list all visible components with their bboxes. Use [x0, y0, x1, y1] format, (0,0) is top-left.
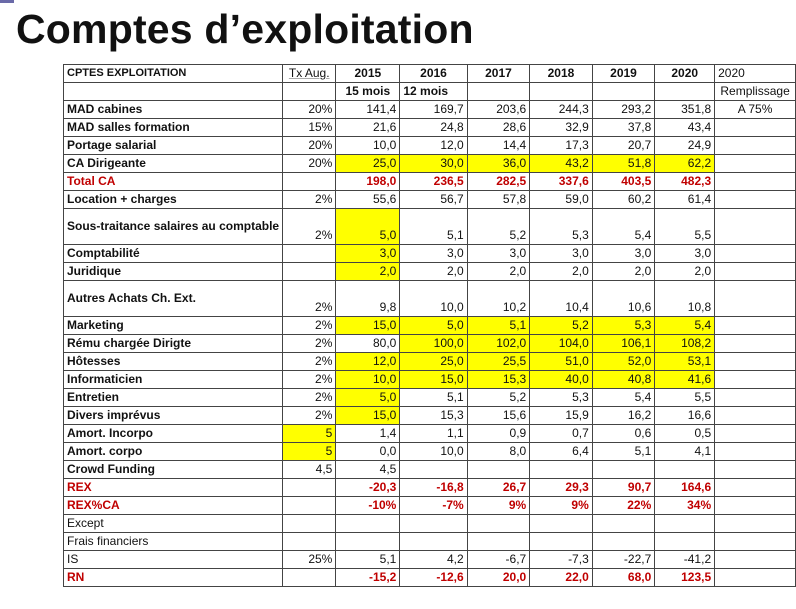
period-2015: 15 mois	[336, 83, 400, 101]
operating-accounts-table	[63, 64, 796, 587]
value-cell: 29,3	[530, 479, 593, 497]
value-cell	[336, 533, 400, 551]
value-cell: 5,1	[336, 551, 400, 569]
value-cell: -6,7	[467, 551, 530, 569]
value-cell: 5,3	[530, 209, 593, 245]
value-cell: 10,6	[592, 281, 655, 317]
value-cell: 16,2	[592, 407, 655, 425]
table-row	[64, 425, 796, 443]
slide-corner-mark	[0, 0, 14, 3]
table-row	[64, 263, 796, 281]
value-cell: 37,8	[592, 119, 655, 137]
value-cell: 61,4	[655, 191, 715, 209]
value-cell: 106,1	[592, 335, 655, 353]
extra-subheader: Remplissage	[715, 83, 796, 101]
value-cell: 53,1	[655, 353, 715, 371]
subheader-empty	[592, 83, 655, 101]
row-label: Amort. Incorpo	[64, 425, 283, 443]
value-cell: 30,0	[400, 155, 467, 173]
value-cell: 24,9	[655, 137, 715, 155]
row-label: Marketing	[64, 317, 283, 335]
growth-rate	[283, 479, 336, 497]
value-cell: 10,0	[400, 443, 467, 461]
subheader-empty	[467, 83, 530, 101]
subheader-empty	[530, 83, 593, 101]
value-cell: 15,3	[400, 407, 467, 425]
header-label: CPTES EXPLOITATION	[64, 65, 283, 83]
value-cell: 2,0	[592, 263, 655, 281]
value-cell: 5,2	[530, 317, 593, 335]
extra-cell	[715, 497, 796, 515]
growth-rate: 2%	[283, 353, 336, 371]
year-2019: 2019	[592, 65, 655, 83]
extra-cell	[715, 461, 796, 479]
value-cell	[655, 515, 715, 533]
extra-cell	[715, 281, 796, 317]
value-cell: 141,4	[336, 101, 400, 119]
value-cell: 15,0	[336, 407, 400, 425]
value-cell: 0,0	[336, 443, 400, 461]
row-label: Autres Achats Ch. Ext.	[64, 281, 283, 317]
value-cell: 5,3	[530, 389, 593, 407]
value-cell: 5,4	[592, 389, 655, 407]
value-cell	[467, 533, 530, 551]
table-row	[64, 461, 796, 479]
growth-rate: 2%	[283, 389, 336, 407]
growth-rate: 25%	[283, 551, 336, 569]
value-cell: 403,5	[592, 173, 655, 191]
growth-rate	[283, 497, 336, 515]
value-cell: 5,5	[655, 209, 715, 245]
growth-rate: 20%	[283, 137, 336, 155]
value-cell: 25,5	[467, 353, 530, 371]
value-cell: 2,0	[530, 263, 593, 281]
value-cell: 22,0	[530, 569, 593, 587]
value-cell: 16,6	[655, 407, 715, 425]
value-cell: 10,2	[467, 281, 530, 317]
value-cell: 12,0	[400, 137, 467, 155]
page-title: Comptes d’exploitation	[16, 6, 474, 52]
value-cell: 4,2	[400, 551, 467, 569]
value-cell: 244,3	[530, 101, 593, 119]
value-cell	[400, 533, 467, 551]
value-cell: 8,0	[467, 443, 530, 461]
value-cell: 15,0	[336, 317, 400, 335]
row-label: Divers imprévus	[64, 407, 283, 425]
value-cell: 36,0	[467, 155, 530, 173]
row-label: Sous-traitance salaires au comptable	[64, 209, 283, 245]
extra-cell	[715, 515, 796, 533]
table-row	[64, 551, 796, 569]
value-cell	[592, 533, 655, 551]
value-cell: 482,3	[655, 173, 715, 191]
value-cell: 10,0	[336, 137, 400, 155]
extra-cell	[715, 263, 796, 281]
value-cell: 15,6	[467, 407, 530, 425]
growth-rate: 15%	[283, 119, 336, 137]
value-cell	[530, 515, 593, 533]
value-cell: 10,8	[655, 281, 715, 317]
value-cell: 108,2	[655, 335, 715, 353]
table-row	[64, 281, 796, 317]
table-row	[64, 515, 796, 533]
value-cell	[655, 533, 715, 551]
value-cell	[400, 515, 467, 533]
table-row	[64, 191, 796, 209]
growth-rate	[283, 533, 336, 551]
subheader-empty	[283, 83, 336, 101]
extra-cell	[715, 407, 796, 425]
extra-cell	[715, 335, 796, 353]
table-row	[64, 371, 796, 389]
extra-cell	[715, 551, 796, 569]
value-cell: -7,3	[530, 551, 593, 569]
year-2018: 2018	[530, 65, 593, 83]
row-label: Location + charges	[64, 191, 283, 209]
value-cell: -22,7	[592, 551, 655, 569]
table-row	[64, 317, 796, 335]
value-cell: 5,1	[400, 209, 467, 245]
subheader-row	[64, 83, 796, 101]
value-cell: 25,0	[400, 353, 467, 371]
year-2015: 2015	[336, 65, 400, 83]
header-rate: Tx Aug.	[283, 65, 336, 83]
value-cell: 43,4	[655, 119, 715, 137]
row-label: Entretien	[64, 389, 283, 407]
table-row	[64, 533, 796, 551]
extra-cell	[715, 425, 796, 443]
growth-rate: 4,5	[283, 461, 336, 479]
value-cell: 21,6	[336, 119, 400, 137]
value-cell	[467, 461, 530, 479]
extra-cell: A 75%	[715, 101, 796, 119]
table-row	[64, 389, 796, 407]
value-cell: 55,6	[336, 191, 400, 209]
value-cell: 15,9	[530, 407, 593, 425]
value-cell: 5,2	[467, 389, 530, 407]
value-cell: 0,6	[592, 425, 655, 443]
value-cell: 56,7	[400, 191, 467, 209]
value-cell: 52,0	[592, 353, 655, 371]
value-cell: -7%	[400, 497, 467, 515]
value-cell: 32,9	[530, 119, 593, 137]
growth-rate: 5	[283, 443, 336, 461]
value-cell: 15,3	[467, 371, 530, 389]
extra-header: 2020	[715, 65, 796, 83]
growth-rate: 20%	[283, 155, 336, 173]
value-cell: 34%	[655, 497, 715, 515]
extra-cell	[715, 245, 796, 263]
value-cell: 20,7	[592, 137, 655, 155]
value-cell: 2,0	[467, 263, 530, 281]
extra-cell	[715, 479, 796, 497]
extra-cell	[715, 137, 796, 155]
value-cell: 24,8	[400, 119, 467, 137]
value-cell	[530, 533, 593, 551]
growth-rate: 2%	[283, 209, 336, 245]
table-row	[64, 137, 796, 155]
value-cell: 104,0	[530, 335, 593, 353]
value-cell: 3,0	[336, 245, 400, 263]
value-cell: 164,6	[655, 479, 715, 497]
row-label: MAD salles formation	[64, 119, 283, 137]
growth-rate	[283, 569, 336, 587]
row-label: Hôtesses	[64, 353, 283, 371]
value-cell: 0,9	[467, 425, 530, 443]
growth-rate	[283, 173, 336, 191]
row-label: MAD cabines	[64, 101, 283, 119]
value-cell: 5,1	[467, 317, 530, 335]
value-cell: 102,0	[467, 335, 530, 353]
value-cell: 5,1	[592, 443, 655, 461]
value-cell: 40,0	[530, 371, 593, 389]
row-label: RN	[64, 569, 283, 587]
table-row	[64, 497, 796, 515]
row-label: Portage salarial	[64, 137, 283, 155]
value-cell	[467, 515, 530, 533]
subheader-empty	[64, 83, 283, 101]
value-cell: 10,4	[530, 281, 593, 317]
extra-cell	[715, 569, 796, 587]
value-cell: 5,0	[400, 317, 467, 335]
subheader-empty	[655, 83, 715, 101]
value-cell: 14,4	[467, 137, 530, 155]
row-label: REX	[64, 479, 283, 497]
value-cell: 2,0	[336, 263, 400, 281]
value-cell: 5,3	[592, 317, 655, 335]
value-cell: -41,2	[655, 551, 715, 569]
row-label: REX%CA	[64, 497, 283, 515]
value-cell: 1,1	[400, 425, 467, 443]
value-cell: 2,0	[655, 263, 715, 281]
value-cell: -10%	[336, 497, 400, 515]
table-row	[64, 479, 796, 497]
value-cell: 15,0	[400, 371, 467, 389]
year-2017: 2017	[467, 65, 530, 83]
growth-rate: 2%	[283, 317, 336, 335]
row-label: Rému chargée Dirigte	[64, 335, 283, 353]
value-cell: 25,0	[336, 155, 400, 173]
growth-rate: 2%	[283, 191, 336, 209]
value-cell: 41,6	[655, 371, 715, 389]
value-cell: -15,2	[336, 569, 400, 587]
value-cell: 0,7	[530, 425, 593, 443]
value-cell: 22%	[592, 497, 655, 515]
value-cell: 59,0	[530, 191, 593, 209]
row-label: Crowd Funding	[64, 461, 283, 479]
value-cell: 1,4	[336, 425, 400, 443]
extra-cell	[715, 353, 796, 371]
row-label: Except	[64, 515, 283, 533]
value-cell: 5,4	[592, 209, 655, 245]
extra-cell	[715, 209, 796, 245]
value-cell: 9%	[467, 497, 530, 515]
row-label: IS	[64, 551, 283, 569]
extra-cell	[715, 533, 796, 551]
value-cell: 9,8	[336, 281, 400, 317]
table-row	[64, 155, 796, 173]
value-cell: 0,5	[655, 425, 715, 443]
growth-rate: 20%	[283, 101, 336, 119]
growth-rate: 2%	[283, 407, 336, 425]
value-cell: 5,4	[655, 317, 715, 335]
extra-cell	[715, 371, 796, 389]
extra-cell	[715, 119, 796, 137]
growth-rate	[283, 515, 336, 533]
extra-cell	[715, 389, 796, 407]
value-cell: 236,5	[400, 173, 467, 191]
row-label: Total CA	[64, 173, 283, 191]
row-label: CA Dirigeante	[64, 155, 283, 173]
value-cell: 57,8	[467, 191, 530, 209]
value-cell: 4,5	[336, 461, 400, 479]
value-cell: 3,0	[592, 245, 655, 263]
value-cell: 4,1	[655, 443, 715, 461]
value-cell: 20,0	[467, 569, 530, 587]
value-cell: 10,0	[336, 371, 400, 389]
value-cell: 60,2	[592, 191, 655, 209]
value-cell	[592, 515, 655, 533]
value-cell: 51,8	[592, 155, 655, 173]
row-label: Juridique	[64, 263, 283, 281]
value-cell: 26,7	[467, 479, 530, 497]
period-2016: 12 mois	[400, 83, 467, 101]
growth-rate	[283, 245, 336, 263]
extra-cell	[715, 443, 796, 461]
extra-cell	[715, 155, 796, 173]
value-cell: -12,6	[400, 569, 467, 587]
table-row	[64, 443, 796, 461]
row-label: Amort. corpo	[64, 443, 283, 461]
growth-rate	[283, 263, 336, 281]
value-cell: 68,0	[592, 569, 655, 587]
value-cell: 80,0	[336, 335, 400, 353]
value-cell: 351,8	[655, 101, 715, 119]
value-cell: 3,0	[530, 245, 593, 263]
value-cell: 17,3	[530, 137, 593, 155]
value-cell	[655, 461, 715, 479]
value-cell: 198,0	[336, 173, 400, 191]
value-cell: 9%	[530, 497, 593, 515]
header-row	[64, 65, 796, 83]
year-2020: 2020	[655, 65, 715, 83]
value-cell: 169,7	[400, 101, 467, 119]
value-cell: 203,6	[467, 101, 530, 119]
value-cell	[336, 515, 400, 533]
value-cell: 28,6	[467, 119, 530, 137]
value-cell: -16,8	[400, 479, 467, 497]
value-cell: 5,2	[467, 209, 530, 245]
value-cell: 3,0	[655, 245, 715, 263]
value-cell	[400, 461, 467, 479]
value-cell: 6,4	[530, 443, 593, 461]
table-row	[64, 119, 796, 137]
value-cell: 43,2	[530, 155, 593, 173]
table-row	[64, 245, 796, 263]
value-cell	[530, 461, 593, 479]
value-cell: 123,5	[655, 569, 715, 587]
value-cell: 10,0	[400, 281, 467, 317]
table-row	[64, 407, 796, 425]
extra-cell	[715, 317, 796, 335]
value-cell: 5,0	[336, 209, 400, 245]
value-cell: 3,0	[467, 245, 530, 263]
growth-rate: 2%	[283, 281, 336, 317]
row-label: Comptabilité	[64, 245, 283, 263]
value-cell: 3,0	[400, 245, 467, 263]
growth-rate: 2%	[283, 335, 336, 353]
value-cell: -20,3	[336, 479, 400, 497]
value-cell: 90,7	[592, 479, 655, 497]
value-cell: 282,5	[467, 173, 530, 191]
value-cell: 293,2	[592, 101, 655, 119]
table-row	[64, 335, 796, 353]
value-cell: 51,0	[530, 353, 593, 371]
table-row	[64, 569, 796, 587]
growth-rate: 5	[283, 425, 336, 443]
table-row	[64, 101, 796, 119]
row-label: Frais financiers	[64, 533, 283, 551]
growth-rate: 2%	[283, 371, 336, 389]
table-row	[64, 209, 796, 245]
value-cell: 2,0	[400, 263, 467, 281]
value-cell: 62,2	[655, 155, 715, 173]
value-cell: 40,8	[592, 371, 655, 389]
value-cell: 5,0	[336, 389, 400, 407]
table-row	[64, 353, 796, 371]
year-2016: 2016	[400, 65, 467, 83]
value-cell: 12,0	[336, 353, 400, 371]
value-cell: 5,5	[655, 389, 715, 407]
extra-cell	[715, 191, 796, 209]
row-label: Informaticien	[64, 371, 283, 389]
value-cell: 100,0	[400, 335, 467, 353]
value-cell: 5,1	[400, 389, 467, 407]
value-cell: 337,6	[530, 173, 593, 191]
extra-cell	[715, 173, 796, 191]
value-cell	[592, 461, 655, 479]
table-row	[64, 173, 796, 191]
